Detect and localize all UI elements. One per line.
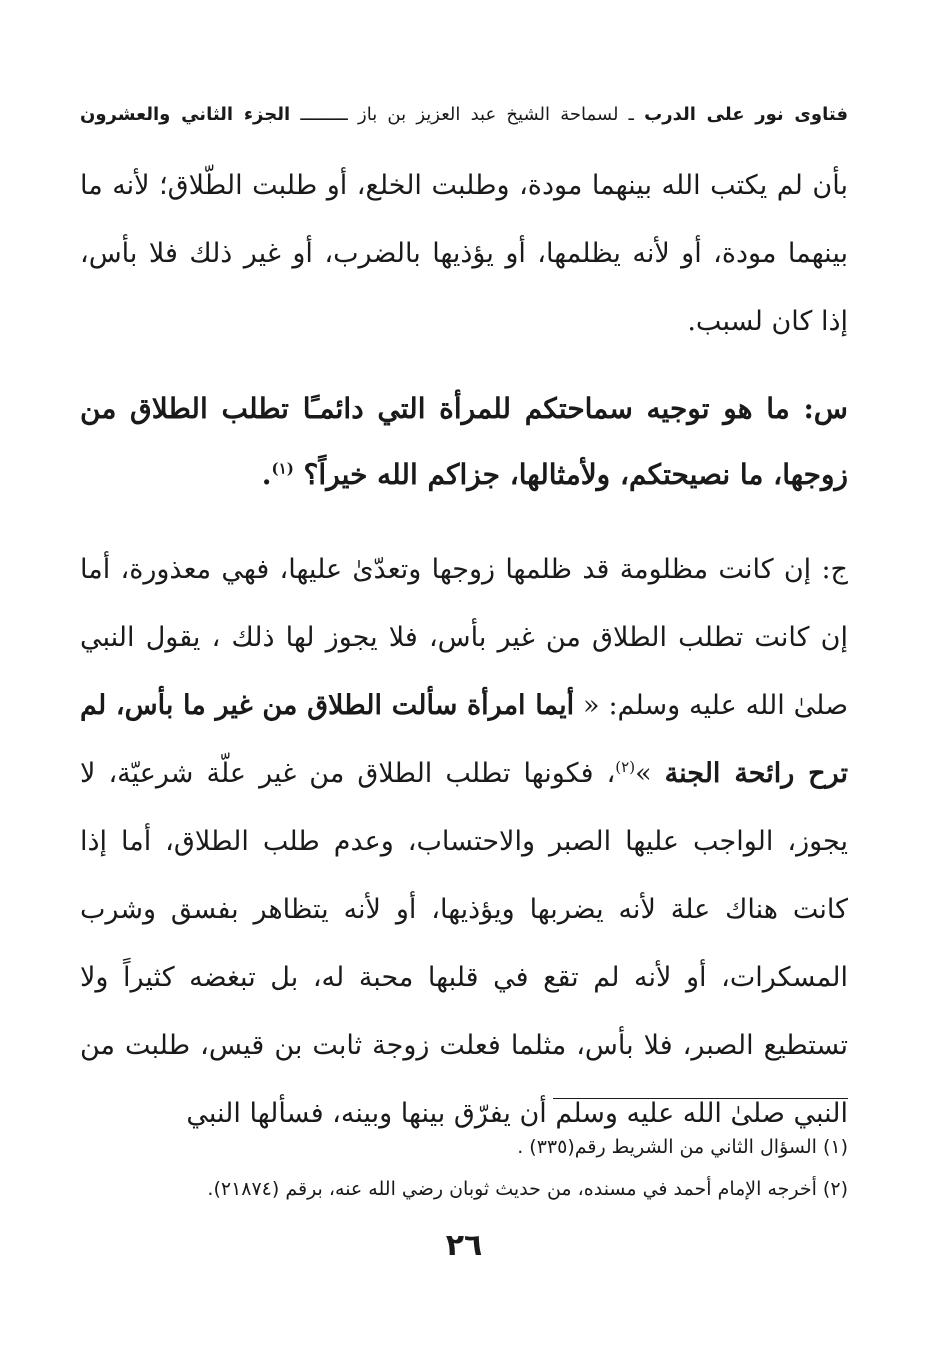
footnote-1: (١) السؤال الثاني من الشريط رقم(٣٣٥) .: [517, 1136, 848, 1158]
running-header: [80, 100, 848, 130]
hadith-close: »: [635, 758, 665, 789]
paragraph-continuation: بأن لم يكتب الله بينهما مودة، وطلبت الخلع، أو طلبت الطّلاق؛ لأنه ما بينهما مودة، أو لأنه يظلمها، أو يؤذيها بالضرب، أو غير ذلك فلا بأس، إذا كان لسبب.: [80, 170, 848, 337]
footnote-divider: [553, 1098, 848, 1099]
answer-paragraph: [80, 536, 848, 1148]
question-end: .: [261, 458, 272, 491]
footnote-marker-1: (١): [271, 459, 294, 478]
book-title: فتاوى نور على الدرب: [644, 104, 848, 125]
author-name: لسماحة الشيخ عبد العزيز بن باز: [358, 104, 619, 125]
book-page: [80, 100, 848, 1263]
question-paragraph: [80, 376, 848, 508]
answer-intro: ج: إن كانت مظلومة قد ظلمها زوجها وتعدّىٰ عليها، فهي معذورة، أما إن كانت تطلب الطلاق من غير بأس، فلا يجوز لها ذلك ، يقول النبي صلىٰ الله عليه وسلم: «: [80, 554, 848, 721]
question-text: س: ما هو توجيه سماحتكم للمرأة التي دائمـًا تطلب الطلاق من زوجها، ما نصيحتكم، ولأمثالها، جزاكم الله خيراً؟: [80, 392, 848, 491]
hadith-quote: أيما امرأة سألت الطلاق من غير ما بأس، لم ترح رائحة الجنة: [80, 690, 848, 789]
header-separator: ـــــــــ: [290, 104, 359, 125]
page-number: ٢٦: [445, 1228, 483, 1263]
footnote-2: (٢) أخرجه الإمام أحمد في مسنده، من حديث ثوبان رضي الله عنه، برقم (٢١٨٧٤).: [207, 1178, 848, 1200]
footnotes: [80, 1126, 848, 1210]
volume-label: الجزء الثاني والعشرون: [80, 104, 291, 125]
header-separator: ـ: [618, 104, 645, 125]
footnote-marker-2: (٢): [615, 758, 636, 776]
answer-body: ، فكونها تطلب الطلاق من غير علّة شرعيّة، لا يجوز، الواجب عليها الصبر والاحتساب، وعدم طلب الطلاق، أما إذا كانت هناك علة لأنه يضربها ويؤذيها، أو لأنه يتظاهر بفسق وشرب المسكرات، أو لأنه لم تقع في قلبها محبة له، بل تبغضه كثيراً ولا تستطيع الصبر، فلا بأس، مثلما فعلت زوجة ثابت بن قيس، طلبت من النبي صلىٰ الله عليه وسلم أن يفرّق بينها وبينه، فسألها النبي: [80, 758, 848, 1129]
